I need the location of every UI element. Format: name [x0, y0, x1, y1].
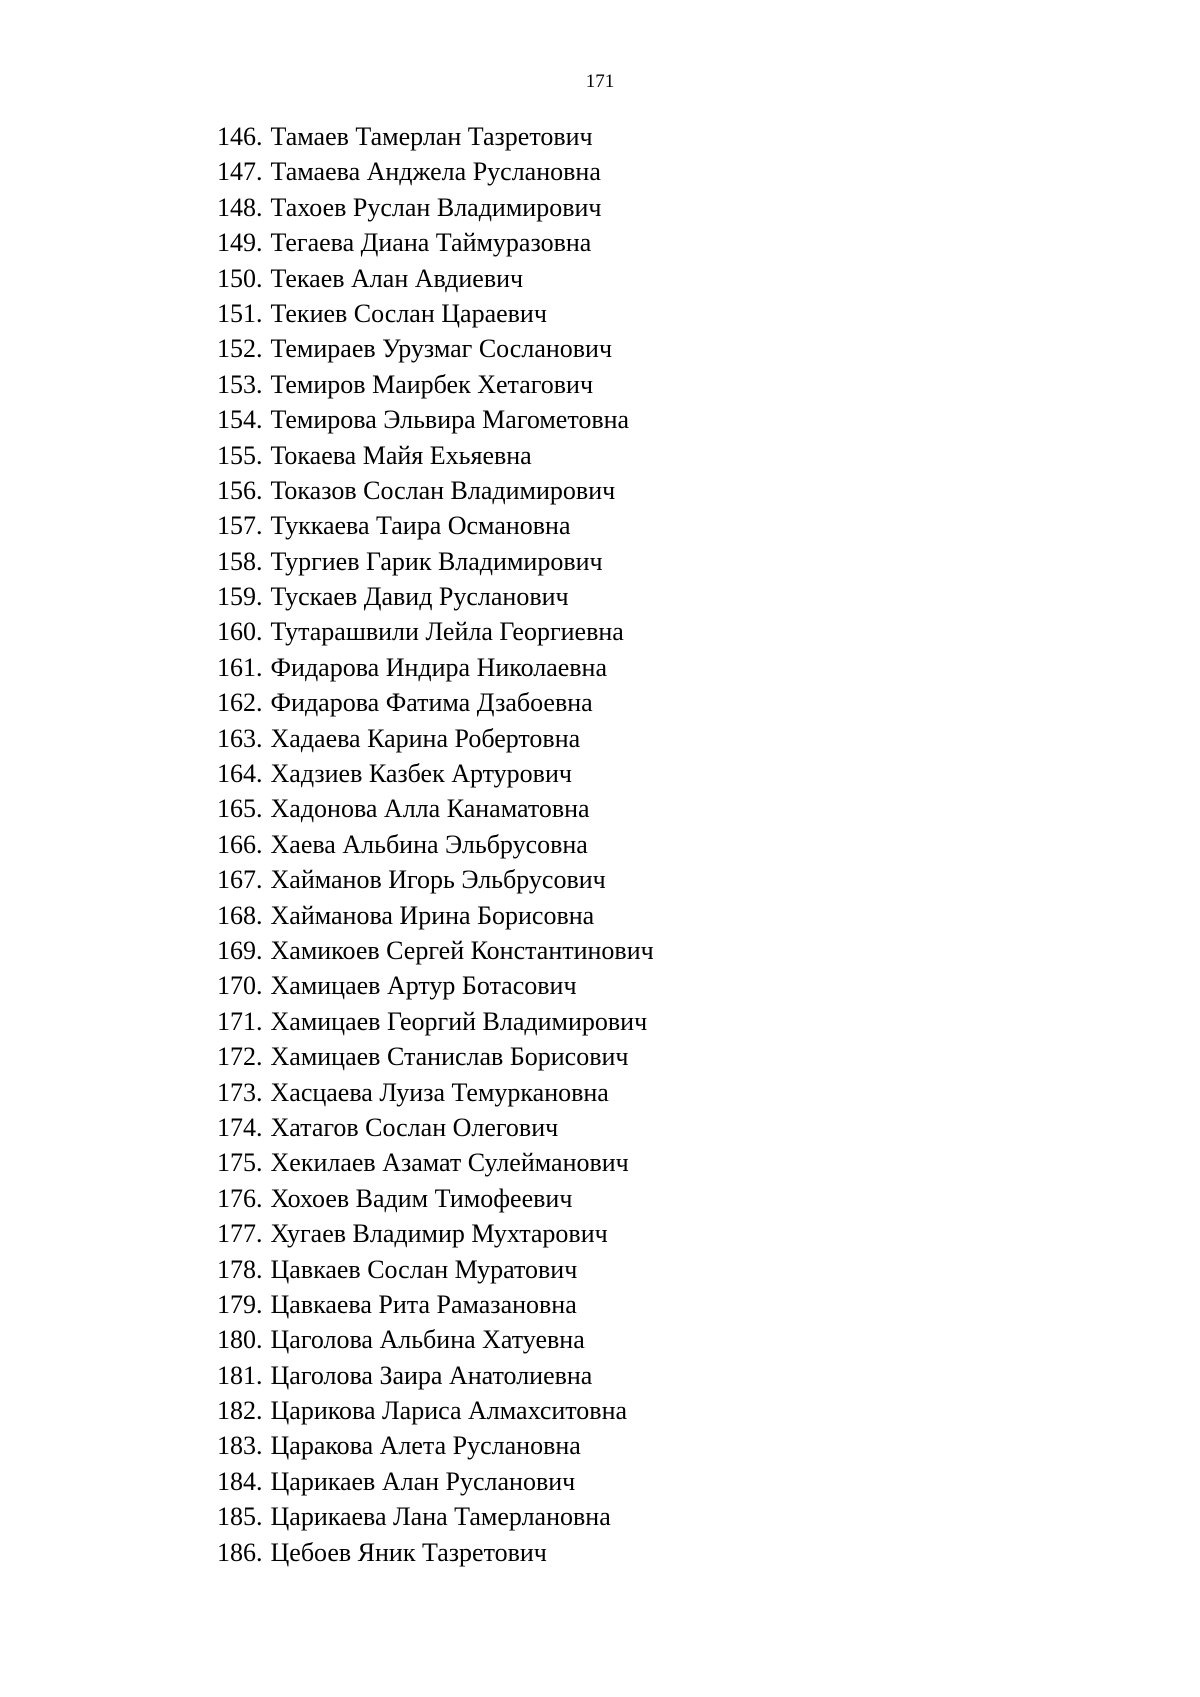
list-item-name: Царикова Лариса Алмахситовна	[270, 1396, 628, 1426]
list-item	[217, 898, 654, 933]
list-item-number: 165.	[217, 794, 263, 824]
list-item	[217, 756, 654, 791]
list-item-number: 155.	[217, 440, 263, 470]
list-item	[217, 791, 654, 826]
list-item-name: Токаева Майя Ехьяевна	[270, 440, 532, 470]
list-item-number: 158.	[217, 546, 263, 576]
list-item-name: Текиев Сослан Цараевич	[270, 298, 547, 328]
list-item	[217, 438, 654, 473]
list-item-name: Хамицаев Артур Ботасович	[270, 971, 577, 1001]
list-item-number: 164.	[217, 759, 263, 789]
list-item	[217, 1535, 654, 1570]
list-item	[217, 296, 654, 331]
list-item	[217, 544, 654, 579]
list-item-number: 160.	[217, 617, 263, 647]
list-item	[217, 1075, 654, 1110]
list-item-name: Тегаева Диана Таймуразовна	[270, 228, 592, 258]
page-number: 171	[585, 71, 615, 92]
list-item-number: 179.	[217, 1289, 263, 1319]
list-item	[217, 614, 654, 649]
list-item-number: 168.	[217, 900, 263, 930]
list-item	[217, 1287, 654, 1322]
list-item-name: Хатагов Сослан Олегович	[270, 1112, 559, 1142]
list-item	[217, 190, 654, 225]
list-item	[217, 225, 654, 260]
list-item-name: Хамицаев Георгий Владимирович	[270, 1006, 648, 1036]
list-item-number: 159.	[217, 582, 263, 612]
list-item	[217, 261, 654, 296]
list-item	[217, 827, 654, 862]
list-item-number: 147.	[217, 157, 263, 187]
list-item	[217, 1428, 654, 1463]
list-item-name: Цавкаев Сослан Муратович	[270, 1254, 578, 1284]
list-item	[217, 579, 654, 614]
list-item-name: Хайманова Ирина Борисовна	[270, 900, 595, 930]
list-item	[217, 1252, 654, 1287]
list-item-name: Фидарова Фатима Дзабоевна	[270, 688, 593, 718]
list-item-number: 148.	[217, 192, 263, 222]
list-item	[217, 1181, 654, 1216]
list-item-name: Хохоев Вадим Тимофеевич	[270, 1183, 573, 1213]
list-item-number: 156.	[217, 475, 263, 505]
list-item-name: Токазов Сослан Владимирович	[270, 475, 616, 505]
list-item	[217, 331, 654, 366]
list-item-name: Тургиев Гарик Владимирович	[270, 546, 603, 576]
list-item-number: 166.	[217, 829, 263, 859]
list-item-number: 152.	[217, 334, 263, 364]
list-item-name: Туккаева Таира Османовна	[270, 511, 571, 541]
list-item-name: Темиров Маирбек Хетагович	[270, 369, 594, 399]
list-item-name: Фидарова Индира Николаевна	[270, 652, 608, 682]
list-item-name: Тутарашвили Лейла Георгиевна	[270, 617, 624, 647]
list-item-name: Цаголова Заира Анатолиевна	[270, 1360, 593, 1390]
list-item-name: Цавкаева Рита Рамазановна	[270, 1289, 577, 1319]
list-item-number: 181.	[217, 1360, 263, 1390]
list-item-number: 186.	[217, 1537, 263, 1567]
list-item-number: 174.	[217, 1112, 263, 1142]
list-item-number: 161.	[217, 652, 263, 682]
list-item-name: Хаева Альбина Эльбрусовна	[270, 829, 588, 859]
list-item-number: 178.	[217, 1254, 263, 1284]
list-item-number: 171.	[217, 1006, 263, 1036]
list-item-name: Цаголова Альбина Хатуевна	[270, 1325, 585, 1355]
list-item-number: 151.	[217, 298, 263, 328]
list-item-name: Хадонова Алла Канаматовна	[270, 794, 590, 824]
list-item-number: 183.	[217, 1431, 263, 1461]
list-item-number: 157.	[217, 511, 263, 541]
list-item-number: 170.	[217, 971, 263, 1001]
list-item	[217, 1110, 654, 1145]
list-item-number: 180.	[217, 1325, 263, 1355]
list-item	[217, 650, 654, 685]
list-item	[217, 1393, 654, 1428]
list-item-name: Тамаев Тамерлан Тазретович	[270, 122, 593, 151]
list-item-name: Хадаева Карина Робертовна	[270, 723, 581, 753]
list-item	[217, 862, 654, 897]
list-item-number: 175.	[217, 1148, 263, 1178]
list-item-number: 184.	[217, 1466, 263, 1496]
list-item-name: Хамицаев Станислав Борисович	[270, 1042, 629, 1072]
list-item-number: 172.	[217, 1042, 263, 1072]
list-item	[217, 402, 654, 437]
list-item	[217, 1039, 654, 1074]
list-item-name: Темирова Эльвира Магометовна	[270, 405, 630, 435]
list-item-name: Тахоев Руслан Владимирович	[270, 192, 602, 222]
list-item-number: 185.	[217, 1502, 263, 1532]
list-item-name: Царакова Алета Руслановна	[270, 1431, 581, 1461]
list-item-name: Хамикоев Сергей Константинович	[270, 935, 654, 965]
list-item	[217, 968, 654, 1003]
list-item	[217, 473, 654, 508]
list-item-name: Хасцаева Луиза Темуркановна	[270, 1077, 609, 1107]
list-item	[217, 1499, 654, 1534]
list-item-number: 182.	[217, 1396, 263, 1426]
list-item	[217, 685, 654, 720]
list-item-number: 177.	[217, 1219, 263, 1249]
list-item	[217, 508, 654, 543]
list-item-number: 163.	[217, 723, 263, 753]
list-item-number: 162.	[217, 688, 263, 718]
list-item-number: 149.	[217, 228, 263, 258]
list-item	[217, 933, 654, 968]
list-item-name: Царикаев Алан Русланович	[270, 1466, 576, 1496]
name-list	[217, 119, 654, 1570]
list-item-name: Темираев Урузмаг Сосланович	[270, 334, 613, 364]
list-item-number: 153.	[217, 369, 263, 399]
list-item-number: 167.	[217, 865, 263, 895]
list-item-name: Цебоев Яник Тазретович	[270, 1537, 547, 1567]
list-item	[217, 1004, 654, 1039]
list-item-name: Хекилаев Азамат Сулейманович	[270, 1148, 629, 1178]
list-item-name: Тамаева Анджела Руслановна	[270, 157, 601, 187]
list-item-number: 146.	[217, 122, 263, 151]
list-item	[217, 1464, 654, 1499]
list-item-number: 169.	[217, 935, 263, 965]
list-item	[217, 1145, 654, 1180]
list-item-number: 176.	[217, 1183, 263, 1213]
list-item-number: 173.	[217, 1077, 263, 1107]
list-item-name: Хугаев Владимир Мухтарович	[270, 1219, 608, 1249]
list-item-name: Царикаева Лана Тамерлановна	[270, 1502, 611, 1532]
list-item	[217, 1358, 654, 1393]
list-item	[217, 154, 654, 189]
list-item	[217, 367, 654, 402]
list-item-name: Тускаев Давид Русланович	[270, 582, 569, 612]
list-item	[217, 1216, 654, 1251]
list-item-name: Хадзиев Казбек Артурович	[270, 759, 572, 789]
list-item	[217, 119, 654, 154]
list-item-name: Хайманов Игорь Эльбрусович	[270, 865, 606, 895]
list-item-number: 150.	[217, 263, 263, 293]
list-item	[217, 721, 654, 756]
list-item-name: Текаев Алан Авдиевич	[270, 263, 524, 293]
list-item-number: 154.	[217, 405, 263, 435]
list-item	[217, 1322, 654, 1357]
